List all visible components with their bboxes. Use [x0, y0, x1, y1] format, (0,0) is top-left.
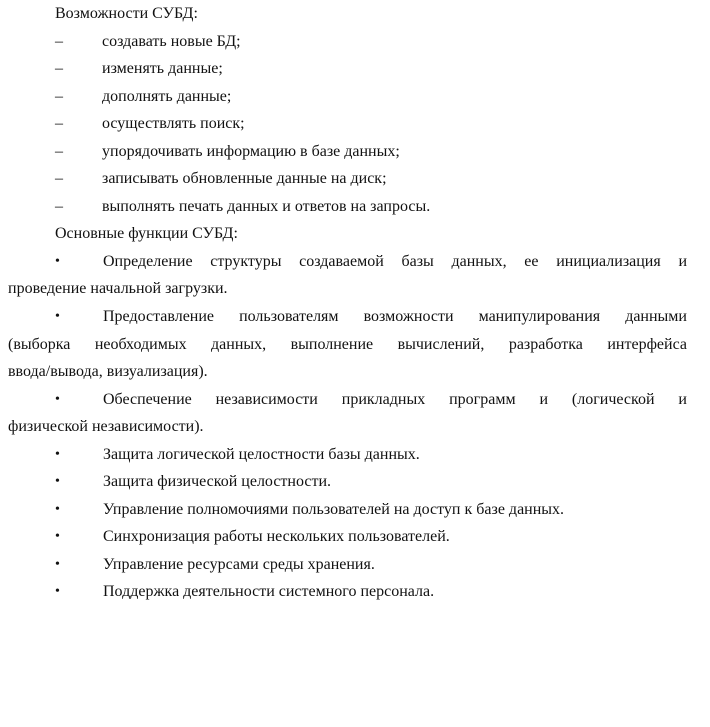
list-item [8, 28, 687, 56]
bullet-marker: • [55, 253, 60, 269]
bullet-marker: • [55, 474, 60, 490]
bullet-item-continuation: ввода/вывода, визуализация). [8, 363, 208, 381]
section-heading-capabilities: Возможности СУБД: [55, 5, 198, 22]
bullet-item-text: Синхронизация работы нескольких пользователей. [103, 528, 450, 546]
bullet-item-continuation: проведение начальной загрузки. [8, 280, 228, 298]
dash-marker: – [55, 60, 63, 78]
bullet-marker: • [55, 584, 60, 600]
document-page [8, 0, 687, 606]
bullet-item [8, 551, 687, 579]
list-item-text: дополнять данные; [102, 87, 232, 105]
list-item [8, 193, 687, 221]
bullet-item-text: Предоставление пользователям возможности манипулирования данными [103, 308, 687, 326]
list-item [8, 138, 687, 166]
bullet-item-text: Поддержка деятельности системного персонала. [103, 583, 435, 601]
bullet-item-text: Управление полномочиями пользователей на доступ к базе данных. [103, 500, 565, 518]
list-item [8, 165, 687, 193]
section-heading-functions: Основные функции СУБД: [55, 225, 238, 243]
bullet-item [8, 441, 687, 469]
dash-marker: – [55, 170, 63, 188]
bullet-marker: • [55, 529, 60, 545]
bullet-marker: • [55, 556, 60, 572]
bullet-item [8, 523, 687, 551]
bullet-item [8, 496, 687, 524]
list-item [8, 83, 687, 111]
bullet-marker: • [55, 501, 60, 517]
dash-marker: – [55, 115, 63, 133]
bullet-item [8, 303, 687, 331]
bullet-item-text: Защита физической целостности. [103, 473, 332, 491]
list-item-text: выполнять печать данных и ответов на запросы. [102, 197, 431, 215]
list-item-text: упорядочивать информацию в базе данных; [102, 142, 400, 160]
dash-marker: – [55, 87, 63, 105]
list-item [8, 55, 687, 83]
bullet-marker: • [55, 309, 60, 325]
list-item-text: изменять данные; [102, 60, 223, 78]
bullet-item-continuation: (выборка необходимых данных, выполнение вычислений, разработка интерфейса [8, 335, 687, 353]
bullet-item [8, 386, 687, 414]
bullet-item [8, 248, 687, 276]
list-item-text: создавать новые БД; [102, 32, 241, 50]
list-item-text: осуществлять поиск; [102, 115, 245, 133]
dash-marker: – [55, 197, 63, 215]
bullet-item [8, 468, 687, 496]
dash-marker: – [55, 142, 63, 160]
bullet-item [8, 578, 687, 606]
list-item [8, 110, 687, 138]
list-item-text: записывать обновленные данные на диск; [102, 170, 387, 188]
bullet-item-text: Определение структуры создаваемой базы данных, ее инициализация и [103, 252, 687, 270]
bullet-item-text: Обеспечение независимости прикладных программ и (логической и [103, 390, 687, 408]
dash-marker: – [55, 32, 63, 50]
bullet-item-continuation: физической независимости). [8, 418, 204, 436]
bullet-marker: • [55, 391, 60, 407]
bullet-item-text: Защита логической целостности базы данных. [103, 445, 420, 463]
bullet-marker: • [55, 446, 60, 462]
bullet-item-text: Управление ресурсами среды хранения. [103, 555, 375, 573]
